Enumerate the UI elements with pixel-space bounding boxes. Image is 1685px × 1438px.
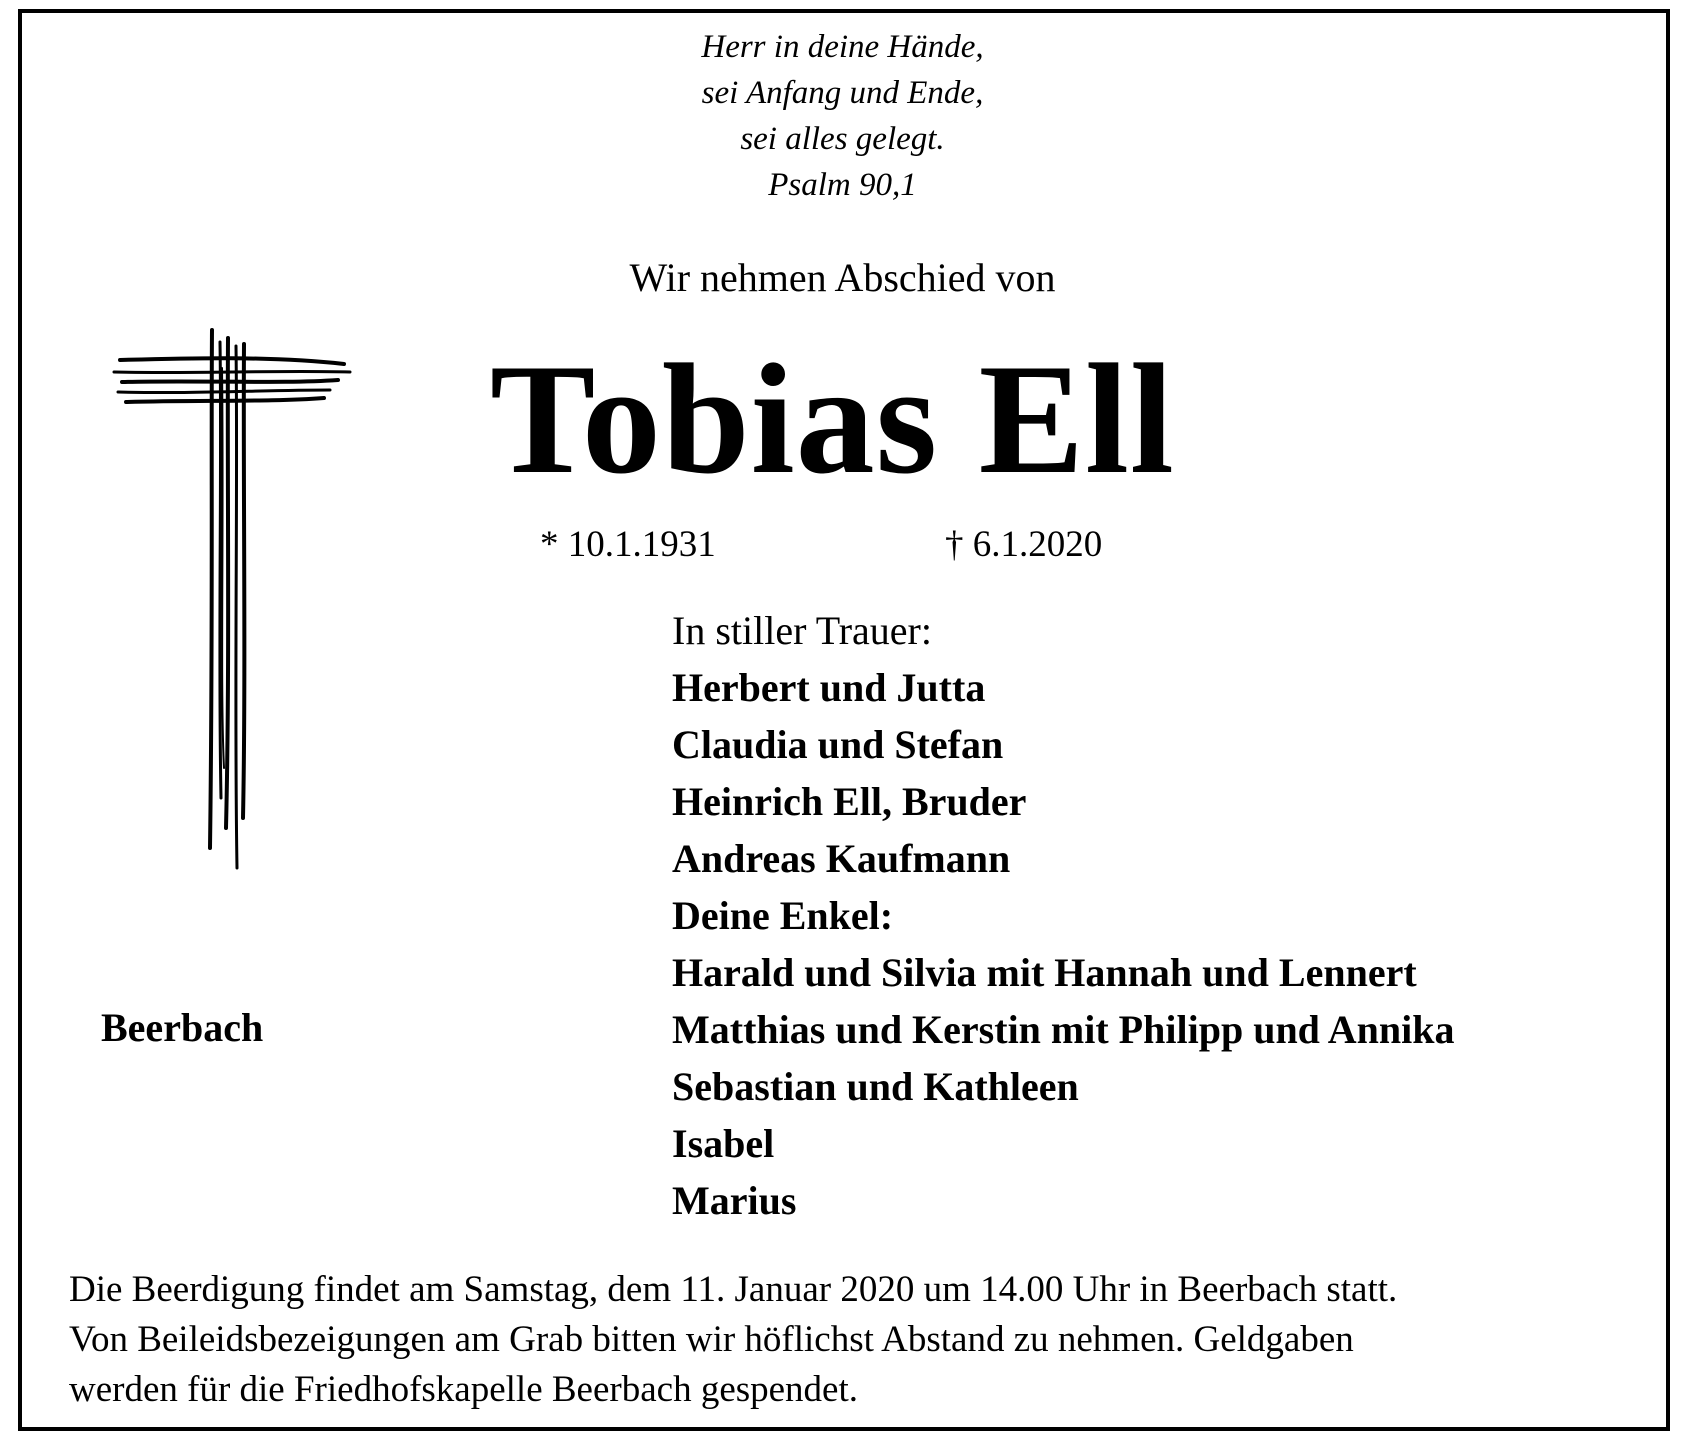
verse-reference: Psalm 90,1: [768, 167, 917, 203]
mourner-name: Marius: [672, 1178, 797, 1223]
mourners-list: [672, 602, 1454, 1229]
farewell-intro: Wir nehmen Abschied von: [629, 255, 1056, 300]
mourner-name: Harald und Silvia mit Hannah und Lennert: [672, 950, 1417, 995]
verse-line: sei alles gelegt.: [740, 121, 945, 157]
mourner-name: Sebastian und Kathleen: [672, 1064, 1079, 1109]
notice-line: Von Beileidsbezeigungen am Grab bitten wir höflichst Abstand zu nehmen. Geldgaben: [69, 1319, 1354, 1360]
mourners-heading: In stiller Trauer:: [672, 608, 932, 653]
funeral-notice: [69, 1265, 1397, 1415]
notice-line: werden für die Friedhofskapelle Beerbach gespendet.: [69, 1369, 859, 1410]
bible-verse: [0, 24, 1685, 208]
mourner-name: Claudia und Stefan: [672, 722, 1004, 767]
verse-line: sei Anfang und Ende,: [701, 75, 984, 111]
mourner-name: Heinrich Ell, Bruder: [672, 779, 1027, 824]
verse-line: Herr in deine Hände,: [701, 29, 984, 65]
place-name: Beerbach: [101, 1005, 264, 1050]
deceased-name: Tobias Ell: [490, 332, 1175, 507]
mourner-name: Herbert und Jutta: [672, 665, 986, 710]
cross-icon: [112, 328, 352, 878]
death-date: † 6.1.2020: [945, 524, 1103, 565]
notice-line: Die Beerdigung findet am Samstag, dem 11. Januar 2020 um 14.00 Uhr in Beerbach statt.: [69, 1269, 1398, 1310]
mourner-name: Deine Enkel:: [672, 893, 894, 938]
mourner-name: Andreas Kaufmann: [672, 836, 1011, 881]
mourner-name: Matthias und Kerstin mit Philipp und Annika: [672, 1007, 1455, 1052]
birth-date: * 10.1.1931: [540, 524, 716, 565]
mourner-name: Isabel: [672, 1121, 775, 1166]
